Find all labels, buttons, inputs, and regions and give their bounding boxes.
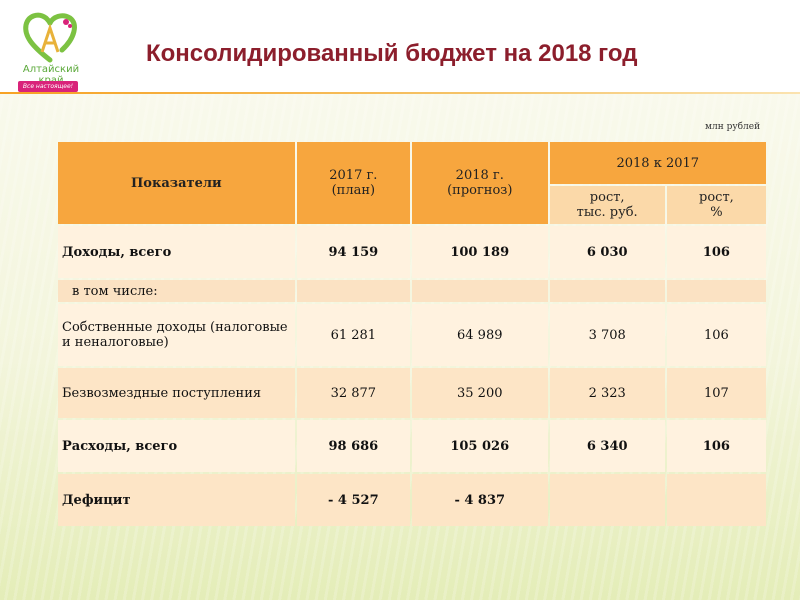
logo-slogan: Все настоящее! (18, 81, 78, 92)
table-row (58, 474, 766, 526)
header-2018-year: 2018 г. (455, 168, 504, 183)
table-row (58, 304, 766, 366)
header-growth-abs (550, 186, 665, 224)
table-row (58, 280, 766, 302)
heart-logo-icon (20, 8, 80, 66)
cell-pct: 106 (667, 304, 766, 366)
page-title: Консолидированный бюджет на 2018 год (146, 40, 638, 67)
cell-growth: 2 323 (550, 368, 665, 418)
cell-growth: 3 708 (550, 304, 665, 366)
cell-growth: 6 340 (550, 420, 665, 472)
cell-2017: 94 159 (297, 226, 410, 278)
cell-growth (550, 280, 665, 302)
cell-2017: 98 686 (297, 420, 410, 472)
cell-growth: 6 030 (550, 226, 665, 278)
table-row (58, 226, 766, 278)
header-growth-pct-l1: рост, (699, 190, 734, 205)
header-2018-type: (прогноз) (447, 183, 513, 198)
cell-2017: - 4 527 (297, 474, 410, 526)
header-indicator: Показатели (58, 142, 295, 224)
cell-2018: - 4 837 (412, 474, 548, 526)
cell-2018: 35 200 (412, 368, 548, 418)
header-divider (0, 92, 800, 94)
row-label: Безвозмездные поступления (58, 368, 295, 418)
cell-2018 (412, 280, 548, 302)
cell-2017: 61 281 (297, 304, 410, 366)
cell-growth (550, 474, 665, 526)
header-2017-year: 2017 г. (329, 168, 378, 183)
cell-pct: 106 (667, 420, 766, 472)
table-header-row (58, 142, 766, 184)
cell-2017: 32 877 (297, 368, 410, 418)
row-label: Расходы, всего (58, 420, 295, 472)
row-label: Собственные доходы (налоговые и неналоговые) (58, 304, 295, 366)
cell-pct (667, 280, 766, 302)
row-label: в том числе: (58, 280, 295, 302)
cell-2018: 100 189 (412, 226, 548, 278)
header-growth-pct (667, 186, 766, 224)
cell-pct (667, 474, 766, 526)
row-label: Дефицит (58, 474, 295, 526)
header-2017 (297, 142, 410, 224)
header-2018 (412, 142, 548, 224)
cell-pct: 106 (667, 226, 766, 278)
header-growth-abs-l2: тыс. руб. (576, 205, 638, 220)
row-label: Доходы, всего (58, 226, 295, 278)
region-logo (10, 8, 92, 94)
logo-region-name: Алтайский (22, 64, 80, 75)
cell-2018: 64 989 (412, 304, 548, 366)
cell-2017 (297, 280, 410, 302)
cell-pct: 107 (667, 368, 766, 418)
table-row (58, 368, 766, 418)
header-2017-type: (план) (331, 183, 376, 198)
table-row (58, 420, 766, 472)
units-note: млн рублей (705, 122, 761, 132)
budget-table (56, 140, 768, 528)
header-growth-pct-l2: % (710, 205, 723, 220)
header-growth-abs-l1: рост, (589, 190, 625, 205)
cell-2018: 105 026 (412, 420, 548, 472)
header-compare: 2018 к 2017 (550, 142, 766, 184)
